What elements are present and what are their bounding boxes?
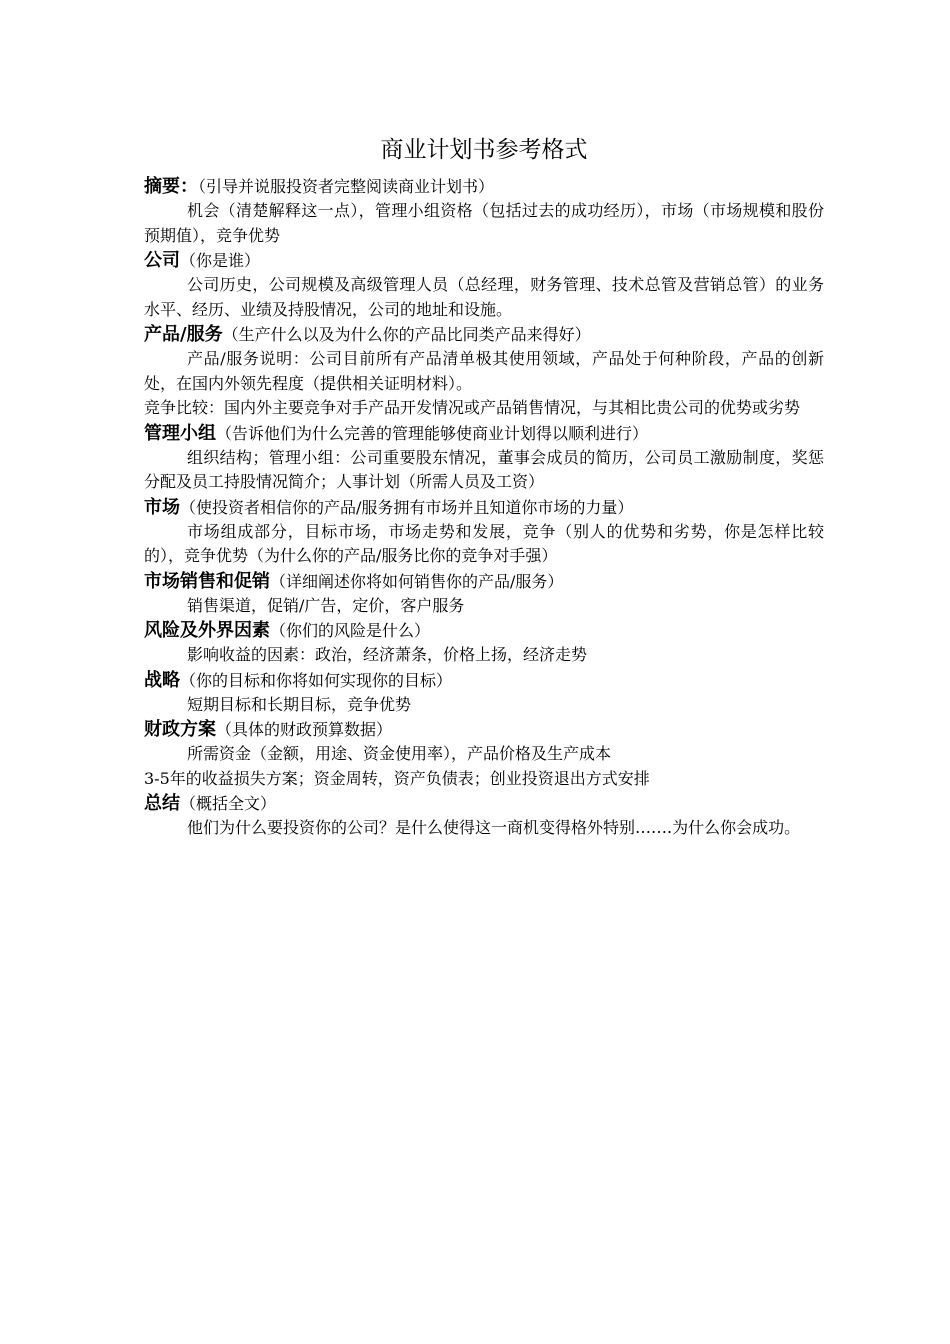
section-note: （生产什么以及为什么你的产品比同类产品来得好）: [222, 325, 591, 344]
section: [144, 322, 824, 421]
section-heading-line: [144, 174, 824, 199]
section-heading-line: [144, 421, 824, 446]
section: [144, 174, 824, 248]
section-heading-line: [144, 618, 824, 643]
section: [144, 618, 824, 668]
section: [144, 569, 824, 619]
section-heading-line: [144, 322, 824, 347]
section: [144, 791, 824, 841]
section-heading-line: [144, 668, 824, 693]
section-list: [144, 174, 824, 841]
section-note: （使投资者相信你的产品/服务拥有市场并且知道你市场的力量）: [180, 497, 634, 517]
section-heading: 公司: [144, 250, 180, 271]
section-heading: 市场: [144, 496, 180, 518]
section-paragraph: 3-5年的收益损失方案；资金周转，资产负债表；创业投资退出方式安排: [144, 768, 650, 788]
section-heading-line: [144, 248, 824, 273]
section-heading: 风险及外界因素: [144, 620, 270, 641]
section-paragraph: 所需资金（金额，用途、资金使用率），产品价格及生产成本: [187, 744, 612, 763]
section-paragraph: 竞争比较：国内外主要竞争对手产品开发情况或产品销售情况，与其相比贵公司的优势或劣势: [144, 398, 801, 417]
section-heading-line: [144, 569, 824, 594]
section-heading: 财政方案: [144, 719, 216, 740]
section-paragraph: 产品/服务说明：公司目前所有产品清单极其使用领域，产品处于何种阶段，产品的创新处，在国内外领先程度（提供相关证明材料）。: [144, 349, 824, 393]
section-note: （告诉他们为什么完善的管理能够使商业计划得以顺利进行）: [216, 423, 649, 443]
section-paragraph: 他们为什么要投资你的公司？是什么使得这一商机变得格外特别…….为什么你会成功。: [187, 818, 801, 837]
section: [144, 668, 824, 718]
section-paragraph: 市场组成部分，目标市场，市场走势和发展，竞争（别人的优势和劣势，你是怎样比较的），竞争优势（为什么你的产品/服务比你的竞争对手强）: [144, 521, 824, 565]
section: [144, 248, 824, 322]
section-heading-line: [144, 495, 824, 520]
section-heading: 产品/服务: [144, 324, 223, 345]
section-paragraph: 销售渠道，促销/广告，定价，客户服务: [187, 595, 465, 615]
section-heading: 总结: [144, 793, 180, 814]
section-paragraph: 公司历史，公司规模及高级管理人员（总经理，财务管理、技术总管及营销总管）的业务水平、经历、业绩及持股情况，公司的地址和设施。: [144, 275, 824, 319]
section-paragraph: 机会（清楚解释这一点），管理小组资格（包括过去的成功经历），市场（市场规模和股份预期值），竞争优势: [144, 201, 824, 245]
section-note: （你们的风险是什么）: [270, 621, 431, 640]
section-heading: 市场销售和促销: [144, 570, 270, 592]
section-paragraph: 组织结构；管理小组：公司重要股东情况，董事会成员的简历，公司员工激励制度，奖惩分配及员工持股情况简介；人事计划（所需人员及工资）: [144, 447, 824, 491]
section-heading-line: [144, 791, 824, 816]
section-heading-line: [144, 717, 824, 742]
section-note: （你的目标和你将如何实现你的目标）: [180, 670, 453, 690]
section-note: （你是谁）: [180, 251, 261, 270]
section: [144, 421, 824, 495]
document-title: 商业计划书参考格式: [380, 137, 588, 163]
section-paragraph: 短期目标和长期目标，竞争优势: [187, 694, 412, 714]
section-note: （具体的财政预算数据）: [216, 720, 393, 739]
section-note: （概括全文）: [180, 794, 277, 813]
section-note: （详细阐述你将如何销售你的产品/服务）: [270, 571, 564, 591]
section-paragraph: 影响收益的因素：政治，经济萧条，价格上扬，经济走势: [187, 645, 588, 664]
section-heading: 摘要：: [144, 176, 198, 197]
section: [144, 495, 824, 569]
section-heading: 管理小组: [144, 422, 216, 444]
section-note: （引导并说服投资者完整阅读商业计划书）: [198, 177, 495, 196]
section: [144, 717, 824, 791]
section-heading: 战略: [144, 669, 180, 691]
document-page: [144, 130, 824, 841]
